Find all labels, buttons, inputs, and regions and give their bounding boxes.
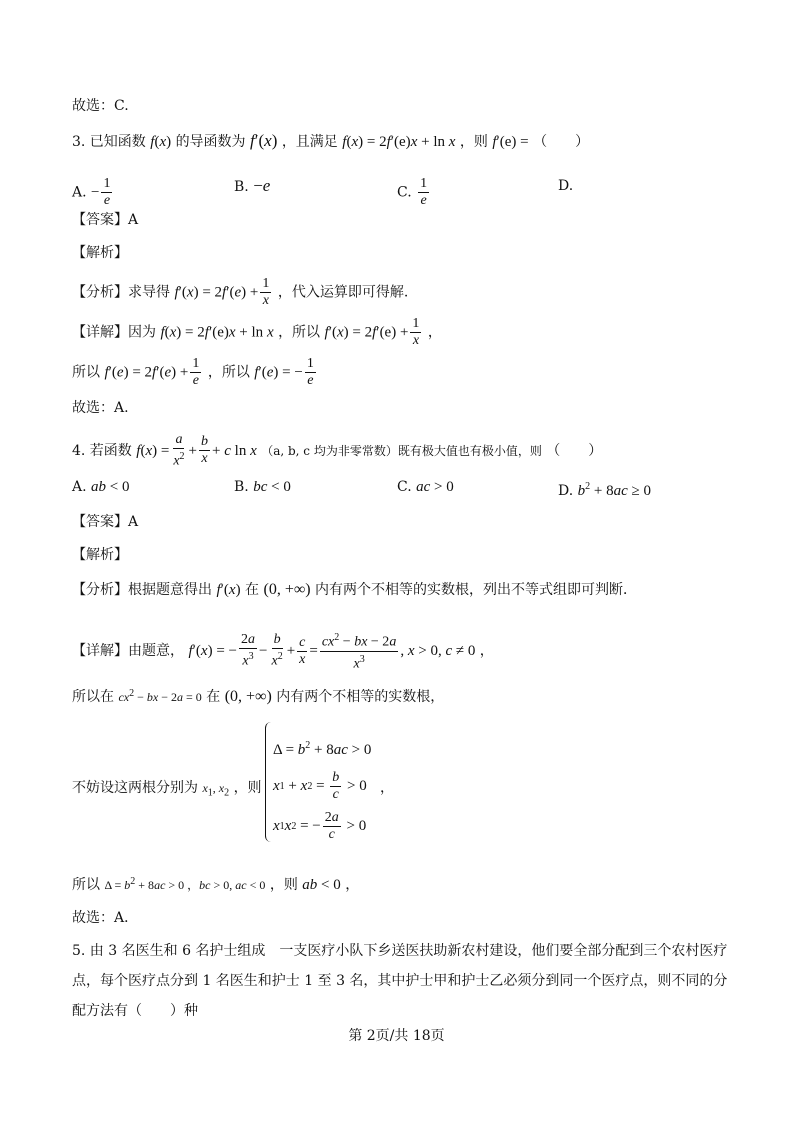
page-footer: 第 2页/共 18页 [348,1028,445,1044]
question-4-final: 所以 $\Delta = b^2 + 8ac > 0$ ，bc > 0, ac < 0 ，则 ab < 0 ， [72,876,360,893]
question-3-option-b: B. −e [234,176,271,195]
question-3-answer: 【答案】A [72,212,139,228]
question-4-xiangjie: 【详解】由题意， f′(x) = − $\frac{2a}{x^3}$ − $\frac{b}{x^2}$ + $\frac{c}{x}$ = $\frac{cx^2 - bx - 2a}{x^3}$ , x > 0, c ≠ 0 ， [72,632,494,672]
question-5-line-1: 5. 由 3 名医生和 6 名护士组成 一支医疗小队下乡送医扶助新农村建设，他们要全部分配到三个农村医疗 [72,943,728,959]
question-4-option-a: A. ab < 0 [72,479,130,495]
question-4-option-d: D. $b^2 + 8ac \ge 0$ [558,481,652,499]
system-trailing-comma: ， [380,780,394,796]
system-row-sum: x 1 + x 2 = $\frac{b}{c}$ > 0 [273,770,367,802]
question-3-conclusion: 故选：A. [72,400,129,416]
question-4-option-c: C. ac > 0 [397,479,454,495]
question-4-stem: 4. 若函数 f(x) = $\frac{a}{x^2}$ + $\frac{b}{x}$ + c ln x （a, b, c 均为非零常数）既有极大值也有极小值，则 （ ） [72,432,603,469]
question-4-option-b: B. bc < 0 [234,479,291,495]
inequality-system [265,722,395,848]
question-4-analysis-heading: 【解析】 [72,547,128,563]
question-4-bufang: 不妨设这两根分别为 $x_1$, $x_2$ ，则 [72,780,262,799]
question-3-option-d: D. [558,178,574,194]
system-row-discriminant: $\Delta = b^2 + 8ac > 0$ [273,740,372,758]
question-5-line-3: 配方法有（ ）种 [72,1003,198,1019]
question-3-option-a: A. − $\frac{1}{e}$ [72,176,111,208]
system-row-product: x 1 x 2 = − $\frac{2a}{c}$ > 0 [273,810,367,842]
question-4-answer: 【答案】A [72,514,139,530]
question-3-option-c: C. $\frac{1}{e}$ [397,176,428,208]
question-3-fenxi: 【分析】求导得 f′(x) = 2f′(e) + $\frac{1}{x}$ ，代入运算即可得解. [72,276,409,308]
question-3-analysis-heading: 【解析】 [72,245,128,261]
question-3-stem: 3. 已知函数 f(x) 的导函数为 f′(x) ，且满足 f(x) = 2f′(e)x + ln x ，则 f′(e) = （ ） [72,131,590,150]
question-3-xiangjie: 【详解】因为 f(x) = 2f′(e)x + ln x ，所以 f′(x) = 2f′(e) + $\frac{1}{x}$ ， [72,316,442,348]
question-3-suoyi: 所以 f′(e) = 2f′(e) + $\frac{1}{e}$ ，所以 f′(e) = − $\frac{1}{e}$ [72,356,314,388]
left-brace [265,722,272,842]
question-4-fenxi: 【分析】根据题意得出 f′(x) 在 (0, +∞) 内有两个不相等的实数根，列出不等式组即可判断． [72,581,638,598]
question-4-conclusion: 故选：A． [72,910,139,926]
answer-choice-text: 故选：C. [72,98,129,114]
question-5-line-2: 点，每个医疗点分到 1 名医生和护士 1 至 3 名，其中护士甲和护士乙必须分到同一个医疗点，则不同的分 [72,973,728,989]
question-4-suoyi: 所以在 $cx^2$ − bx − 2a = 0 在 (0, +∞) 内有两个不相等的实数根， [72,688,445,705]
